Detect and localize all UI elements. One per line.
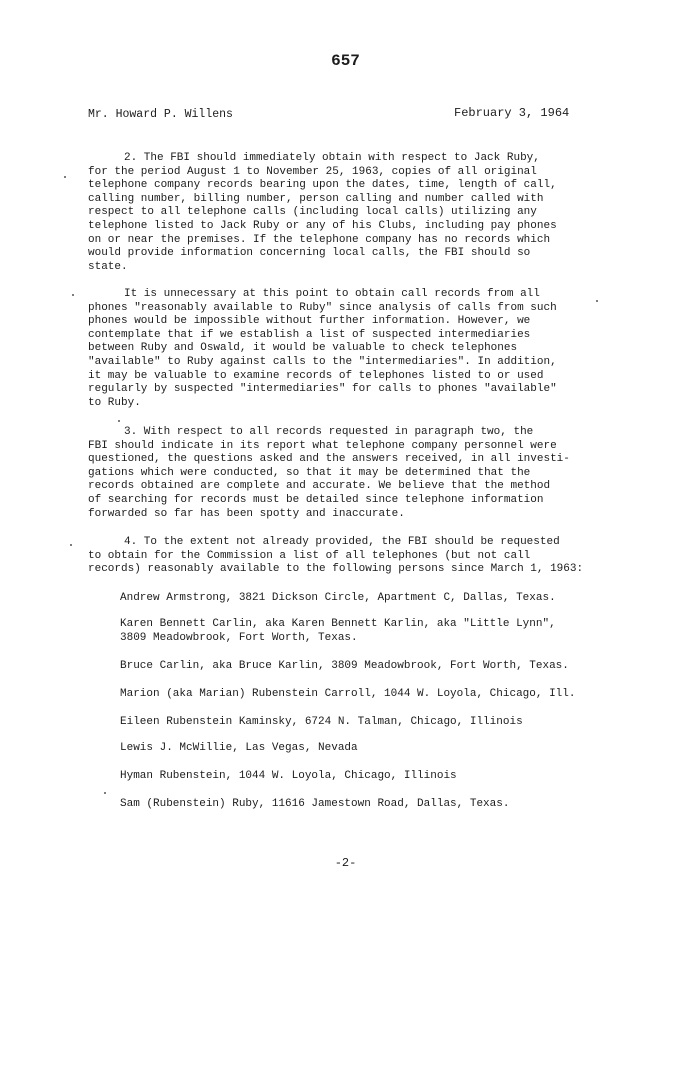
scan-speck [64, 176, 66, 178]
text-line: questioned, the questions asked and the answers received, in all investi- [88, 453, 570, 466]
text-line: telephone listed to Jack Ruby or any of his Clubs, including pay phones [88, 219, 557, 232]
text-line: records obtained are complete and accurate. We believe that the method [88, 480, 551, 493]
scan-speck [72, 294, 74, 296]
text-line: on or near the premises. If the telephone company has no records which [88, 233, 551, 246]
text-line: phones would be impossible without further information. However, we [88, 315, 531, 328]
person-entry: Andrew Armstrong, 3821 Dickson Circle, Apartment C, Dallas, Texas. [120, 592, 556, 604]
page-number: 657 [331, 52, 360, 70]
text-line: would provide information concerning local calls, the FBI should so [88, 247, 531, 260]
text-line: records) reasonably available to the following persons since March 1, 1963: [88, 563, 584, 576]
person-entry: Sam (Rubenstein) Ruby, 11616 Jamestown Road, Dallas, Texas. [120, 798, 510, 810]
text-line: forwarded so far has been spotty and inaccurate. [88, 507, 405, 520]
list-item [120, 688, 575, 702]
page-footer: -2- [334, 856, 357, 870]
text-line: of searching for records must be detailed since telephone information [88, 493, 544, 506]
text-line: FBI should indicate in its report what telephone company personnel were [88, 439, 557, 452]
text-line: between Ruby and Oswald, it would be valuable to check telephones [88, 342, 518, 355]
text-line: state. [88, 260, 128, 273]
text-line: phones "reasonably available to Ruby" since analysis of calls from such [88, 301, 557, 314]
text-line: respect to all telephone calls (including local calls) utilizing any [88, 206, 537, 219]
paragraph-2 [88, 152, 588, 274]
person-entry: Marion (aka Marian) Rubenstein Carroll, 1044 W. Loyola, Chicago, Ill. [120, 688, 576, 700]
person-entry: Karen Bennett Carlin, aka Karen Bennett Karlin, aka "Little Lynn", [120, 618, 556, 630]
memo-recipient: Mr. Howard P. Willens [88, 108, 233, 121]
text-line: for the period August 1 to November 25, 1963, copies of all original [88, 165, 537, 178]
list-item [120, 660, 569, 674]
text-line: to Ruby. [88, 396, 141, 409]
text-line: regularly by suspected "intermediaries" for calls to phones "available" [88, 383, 557, 396]
text-line: it may be valuable to examine records of telephones listed to or used [88, 369, 544, 382]
paragraph-4 [88, 536, 588, 577]
list-item [120, 770, 457, 784]
list-item [120, 716, 523, 730]
text-line: It is unnecessary at this point to obtain call records from all [124, 288, 540, 300]
person-entry: Bruce Carlin, aka Bruce Karlin, 3809 Meadowbrook, Fort Worth, Texas. [120, 660, 569, 672]
text-line: 3. With respect to all records requested in paragraph two, the [124, 426, 534, 438]
paragraph-2-continued [88, 288, 588, 410]
person-entry: 3809 Meadowbrook, Fort Worth, Texas. [120, 631, 358, 644]
text-line: 2. The FBI should immediately obtain with respect to Jack Ruby, [124, 152, 540, 164]
person-entry: Hyman Rubenstein, 1044 W. Loyola, Chicago, Illinois [120, 770, 457, 782]
person-entry: Lewis J. McWillie, Las Vegas, Nevada [120, 742, 358, 754]
memo-date: February 3, 1964 [454, 106, 570, 120]
text-line: contemplate that if we establish a list of suspected intermediaries [88, 328, 531, 341]
list-item [120, 618, 556, 645]
text-line: telephone company records bearing upon the dates, time, length of call, [88, 179, 557, 192]
paragraph-3 [88, 426, 588, 521]
text-line: to obtain for the Commission a list of all telephones (but not call [88, 549, 531, 562]
scan-speck [104, 792, 106, 794]
scan-speck [70, 544, 72, 546]
list-item [120, 592, 556, 606]
text-line: "available" to Ruby against calls to the "intermediaries". In addition, [88, 355, 557, 368]
list-item [120, 742, 358, 756]
person-entry: Eileen Rubenstein Kaminsky, 6724 N. Talman, Chicago, Illinois [120, 716, 523, 728]
text-line: gations which were conducted, so that it may be determined that the [88, 466, 531, 479]
scan-speck [596, 300, 598, 302]
list-item [120, 798, 509, 812]
text-line: calling number, billing number, person calling and number called with [88, 192, 544, 205]
text-line: 4. To the extent not already provided, the FBI should be requested [124, 536, 560, 548]
scan-speck [118, 420, 120, 422]
